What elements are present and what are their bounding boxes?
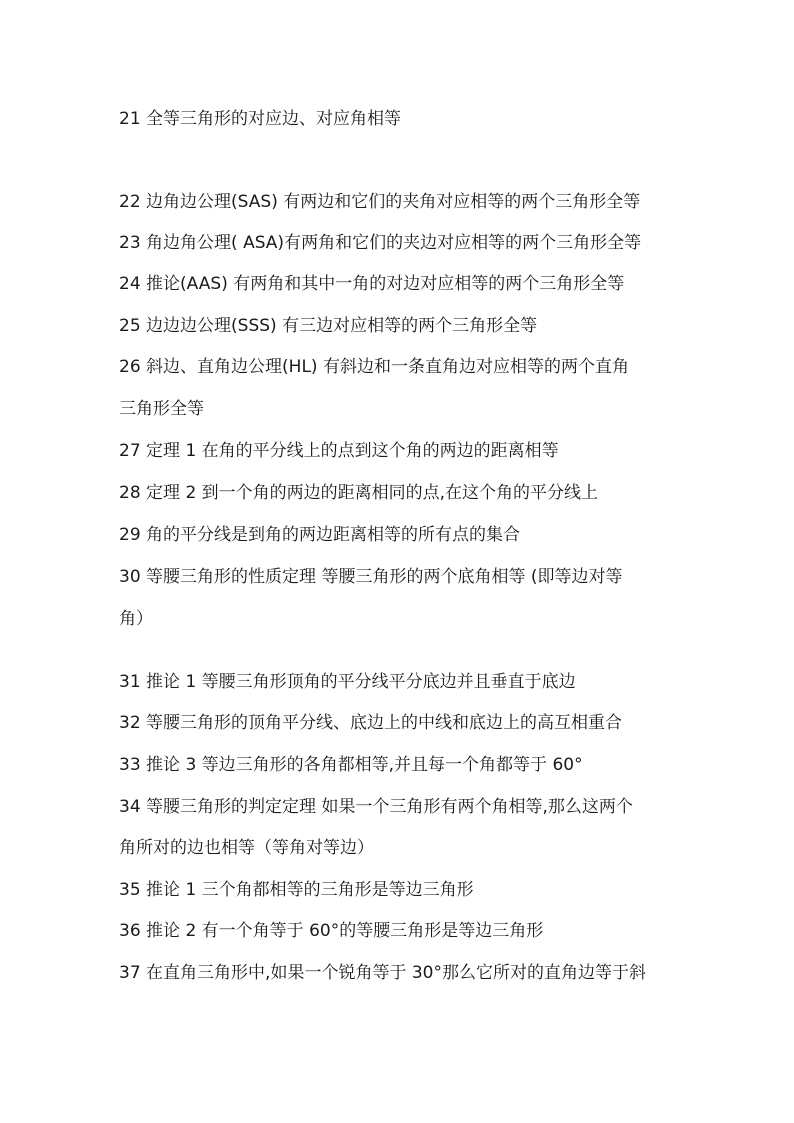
theorem-32: 32 等腰三角形的顶角平分线、底边上的中线和底边上的高互相重合 (119, 713, 623, 733)
theorem-28: 28 定理 2 到一个角的两边的距离相同的点,在这个角的平分线上 (119, 483, 599, 503)
theorem-26: 26 斜边、直角边公理(HL) 有斜边和一条直角边对应相等的两个直角 (119, 357, 629, 377)
theorem-26-continued: 三角形全等 (119, 399, 204, 419)
theorem-31: 31 推论 1 等腰三角形顶角的平分线平分底边并且垂直于底边 (119, 672, 576, 692)
theorem-34-continued: 角所对的边也相等（等角对等边） (119, 838, 374, 858)
theorem-30: 30 等腰三角形的性质定理 等腰三角形的两个底角相等 (即等边对等 (119, 567, 623, 587)
theorem-25: 25 边边边公理(SSS) 有三边对应相等的两个三角形全等 (119, 316, 538, 336)
theorem-33: 33 推论 3 等边三角形的各角都相等,并且每一个角都等于 60° (119, 755, 583, 775)
theorem-23: 23 角边角公理( ASA)有两角和它们的夹边对应相等的两个三角形全等 (119, 233, 642, 253)
theorem-22: 22 边角边公理(SAS) 有两边和它们的夹角对应相等的两个三角形全等 (119, 192, 641, 212)
theorem-24: 24 推论(AAS) 有两角和其中一角的对边对应相等的两个三角形全等 (119, 274, 625, 294)
theorem-36: 36 推论 2 有一个角等于 60°的等腰三角形是等边三角形 (119, 921, 544, 941)
theorem-34: 34 等腰三角形的判定定理 如果一个三角形有两个角相等,那么这两个 (119, 797, 633, 817)
theorem-21: 21 全等三角形的对应边、对应角相等 (119, 109, 402, 129)
theorem-27: 27 定理 1 在角的平分线上的点到这个角的两边的距离相等 (119, 441, 559, 461)
theorem-37: 37 在直角三角形中,如果一个锐角等于 30°那么它所对的直角边等于斜 (119, 963, 646, 983)
theorem-29: 29 角的平分线是到角的两边距离相等的所有点的集合 (119, 525, 521, 545)
theorem-35: 35 推论 1 三个角都相等的三角形是等边三角形 (119, 880, 474, 900)
theorem-30-continued: 角） (119, 609, 153, 629)
